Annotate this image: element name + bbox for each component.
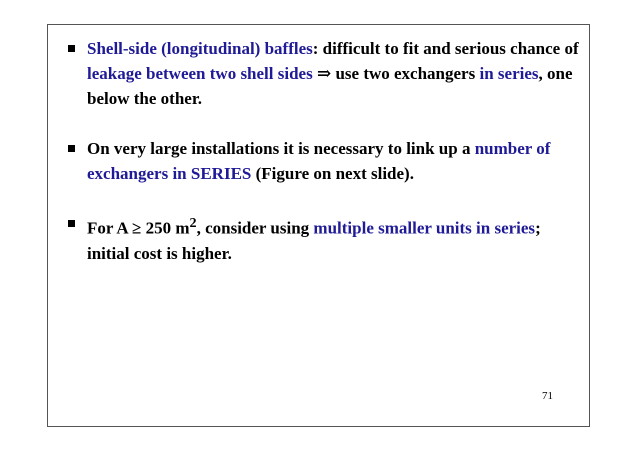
- bullet-item-area-threshold: [63, 211, 583, 266]
- bullet-text: ; initial cost is higher.: [87, 218, 541, 263]
- highlight-multiple-units: multiple smaller units in series: [313, 218, 536, 238]
- square-bullet-icon: [68, 145, 75, 152]
- slide-frame: [47, 24, 590, 427]
- bullet-list: [63, 36, 583, 291]
- bullet-item-large-installations: [63, 136, 583, 186]
- bullet-item-baffles: [63, 36, 583, 111]
- highlight-leakage: leakage between two shell sides: [87, 64, 313, 83]
- bullet-text: ⇒ use two exchangers: [312, 64, 480, 83]
- bullet-text: For A ≥ 250 m: [87, 218, 190, 238]
- square-bullet-icon: [68, 45, 75, 52]
- page-number: 71: [542, 390, 553, 402]
- highlight-baffles: Shell-side (longitudinal) baffles: [87, 39, 313, 58]
- bullet-text: On very large installations it is necessary to link up a: [87, 139, 475, 158]
- bullet-text: : difficult to fit and serious chance of: [312, 39, 579, 58]
- square-bullet-icon: [68, 220, 75, 227]
- highlight-number-of-exchangers: number of exchangers in SERIES: [87, 139, 551, 183]
- highlight-in-series: in series: [479, 64, 539, 83]
- superscript: 2: [189, 215, 197, 231]
- bullet-text: , consider using: [196, 218, 314, 238]
- bullet-text: , one below the other.: [87, 64, 573, 108]
- bullet-text: (Figure on next slide).: [251, 164, 414, 183]
